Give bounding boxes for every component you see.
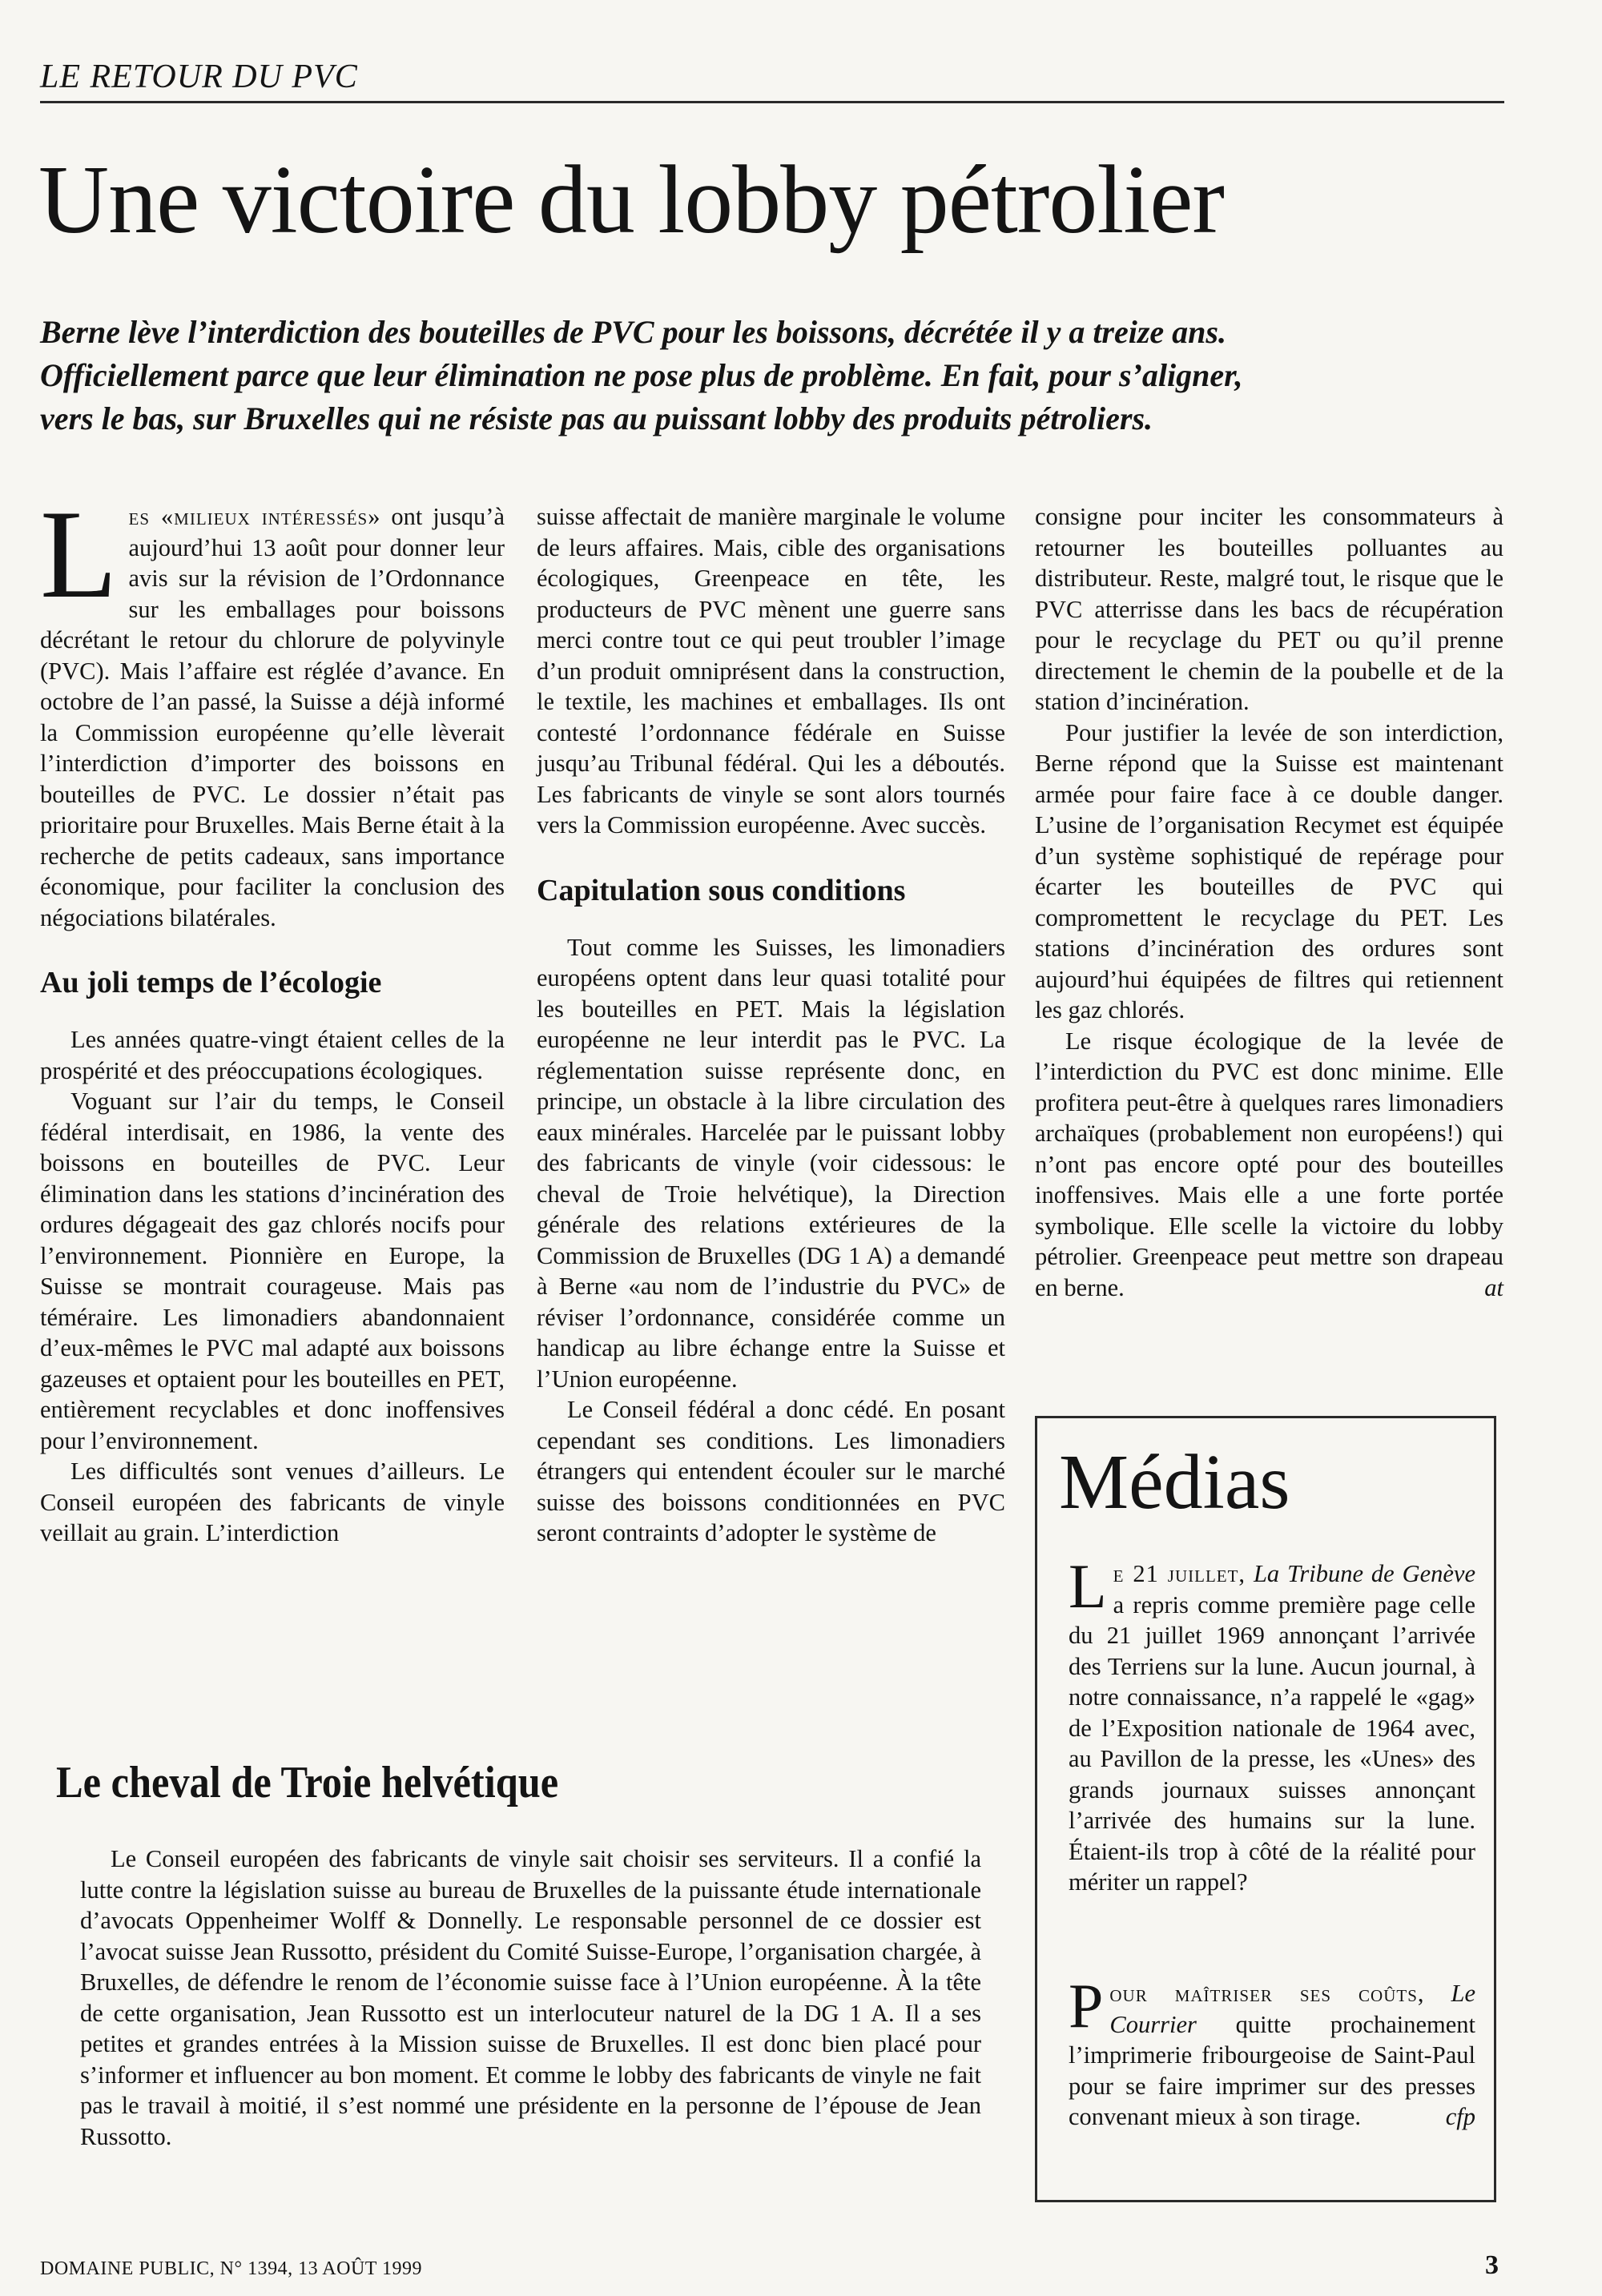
paragraph: Tout comme les Suisses, les limonadiers européens optent dans leur quasi totalité pour les bouteilles en PET. Mais la législation européenne ne leur interdit pas le PVC. La réglementation suisse représente donc, en principe, un obstacle à la libre circulation des eaux minérales. Harcelée par le puissant lobby des fabricants de vinyle (voir cidessous: le cheval de Troie helvétique), la Direction générale des relations extérieures de la Commission de Bruxelles (DG 1 A) a demandé à Berne «au nom de l’industrie du PVC» de réviser l’ordonnance, considérée comme un handicap au libre échange entre la Suisse et l’Union européenne. <box>537 933 1005 1393</box>
drop-cap: L <box>40 485 118 625</box>
author-signature: cfp <box>1445 2103 1475 2130</box>
article-column-3 <box>1035 501 1503 1303</box>
page-footer: DOMAINE PUBLIC, N° 1394, 13 AOÛT 1999 <box>40 2258 422 2279</box>
item-smallcaps: our maîtriser ses coûts, <box>1109 1980 1425 2007</box>
subheading-ecologie: Au joli temps de l’écologie <box>40 966 382 999</box>
paragraph-continued: consigne pour inciter les consommateurs à retourner les bouteilles polluantes au distributeur. Reste, malgré tout, le risque que le PVC atterrisse dans les bacs de récupération pour le recyclage du PET ou qu’il prenne directement le chemin de la poubelle et de la station d’incinération. <box>1035 503 1503 715</box>
medias-item-2 <box>1069 1971 1475 2133</box>
publication-name: La Tribune de Genève <box>1246 1560 1475 1587</box>
rubric-divider <box>40 101 1504 103</box>
author-signature: at <box>1484 1273 1503 1301</box>
article-column-2 <box>537 501 1005 1549</box>
paragraph: Pour justifier la levée de son interdiction, Berne répond que la Suisse est maintenant armée pour faire face à ce double danger. L’usine de l’organisation Recymet est équipée d’un système sophistiqué de repérage pour écarter les bouteilles de PVC qui compromettent le recyclage du PET. Les stations d’incinération des ordures sont aujourd’hui équipées de filtres qui retiennent les gaz chlorés. <box>1035 718 1503 1023</box>
sidebar-paragraph: Le Conseil européen des fabricants de vinyle sait choisir ses serviteurs. Il a confié la lutte contre la législation suisse au bureau de Bruxelles de la puissante étude internationale d’avocats Oppenheimer Wolff & Donnelly. Le responsable personnel de ce dossier est l’avocat suisse Jean Russotto, président du Comité Suisse-Europe, l’organisation chargée, à Bruxelles, de défendre le renom de l’économie suisse face à l’Union européenne. À la tête de cette organisation, Jean Russotto est un interlocuteur naturel de la DG 1 A. Il a ses petites et grandes entrées à la Mission suisse de Bruxelles. Il est donc bien placé pour s’informer et influencer au bon moment. Et comme le lobby des fabricants de vinyle ne fait pas le travail à moitié, il s’est nommé une présidente en la personne de l’épouse de Jean Russotto. <box>80 1845 981 2150</box>
item-text: a repris comme première page celle du 21 juillet 1969 annonçant l’arrivée des Terriens sur la lune. Aucun journal, à notre connaissance, n’a rappelé le «gag» de l’Exposition nationale de 1964 avec, au Pavillon de la presse, les «Unes» des grands journaux suisses annonçant l’arrivée des humains sur la lune. Étaient-ils trop à côté de la réalité pour mériter un rappel? <box>1069 1590 1475 1896</box>
medias-title: Médias <box>1059 1439 1290 1526</box>
intro-smallcaps: es «milieux intéressés» <box>128 503 381 530</box>
item-smallcaps: e 21 juillet, <box>1113 1560 1246 1587</box>
intro-text: ont jusqu’à aujourd’hui 13 août pour donner leur avis sur la révision de l’Ordonnance sur les emballages pour boissons décrétant le retour du chlorure de polyvinyle (PVC). Mais l’affaire est réglée d’avance. En octobre de l’an passé, la Suisse a déjà informé la Commission européenne qu’elle lèverait l’interdiction d’importer des boissons en bouteilles de PVC. Le dossier n’était pas prioritaire pour Bruxelles. Mais Berne était à la recherche de petits cadeaux, sans importance économique, pour faciliter la conclusion des négociations bilatérales. <box>40 503 505 931</box>
subheading-capitulation: Capitulation sous conditions <box>537 873 906 907</box>
drop-cap: L <box>1069 1551 1107 1621</box>
paragraph <box>1035 1026 1503 1304</box>
paragraph: Les années quatre-vingt étaient celles de la prospérité et des préoccupations écologiques. <box>40 1026 505 1084</box>
sidebar-body <box>80 1844 981 2152</box>
article-lead: Berne lève l’interdiction des bouteilles de PVC pour les boissons, décrétée il y a treize ans. Officiellement parce que leur élimination ne pose plus de problème. En fait, pour s’aligner, vers le bas, sur Bruxelles qui ne résiste pas au puissant lobby des produits pétroliers. <box>40 314 1243 436</box>
drop-cap: P <box>1069 1971 1104 2041</box>
article-intro-paragraph <box>40 485 505 933</box>
item-text: quitte prochainement l’imprimerie fribourgeoise de Saint-Paul pour se faire imprimer sur des presses convenant mieux à son tirage. <box>1069 2010 1475 2130</box>
paragraph: Le Conseil fédéral a donc cédé. En posant cependant ses conditions. Les limonadiers étrangers qui entendent écouler sur le marché suisse des boissons conditionnées en PVC seront contraints d’adopter le système de <box>537 1396 1005 1546</box>
page-title: Une victoire du lobby pétrolier <box>38 146 1225 254</box>
sidebar-title: Le cheval de Troie helvétique <box>56 1758 559 1807</box>
paragraph: Les difficultés sont venues d’ailleurs. Le Conseil européen des fabricants de vinyle veillait au grain. L’interdiction <box>40 1458 505 1546</box>
page-number: 3 <box>1485 2250 1499 2280</box>
article-column-1 <box>40 485 505 1549</box>
section-rubric: LE RETOUR DU PVC <box>40 58 358 95</box>
paragraph: Voguant sur l’air du temps, le Conseil fédéral interdisait, en 1986, la vente des boissons en bouteilles de PVC. Leur élimination dans les stations d’incinération des ordures dégageait des gaz chlorés nocifs pour l’environnement. Pionnière en Europe, la Suisse se montrait courageuse. Mais pas téméraire. Les limonadiers abandonnaient d’eux-mêmes le PVC mal adapté aux boissons gazeuses et optaient pour les bouteilles en PET, entièrement recyclables et donc inoffensives pour l’environnement. <box>40 1088 505 1454</box>
paragraph-text: Le risque écologique de la levée de l’interdiction du PVC est donc minime. Elle profitera peut-être à quelques rares limonadiers archaïques (probablement non européens!) qui n’ont pas encore opté pour des bouteilles inoffensives. Mais elle a une forte portée symbolique. Elle scelle la victoire du lobby pétrolier. Greenpeace peut mettre son drapeau en berne. <box>1035 1027 1503 1301</box>
paragraph-continued: suisse affectait de manière marginale le volume de leurs affaires. Mais, cible des organisations écologiques, Greenpeace en tête, les producteurs de PVC mènent une guerre sans merci contre tout ce qui peut troubler l’image d’un produit omniprésent dans la construction, le textile, les machines et emballages. Ils ont contesté l’ordonnance fédérale en Suisse jusqu’au Tribunal fédéral. Qui les a déboutés. Les fabricants de vinyle se sont alors tournés vers la Commission européenne. Avec succès. <box>537 503 1005 838</box>
publication-name: Le Courrier <box>1109 1980 1475 2038</box>
medias-item-1 <box>1069 1551 1475 1898</box>
